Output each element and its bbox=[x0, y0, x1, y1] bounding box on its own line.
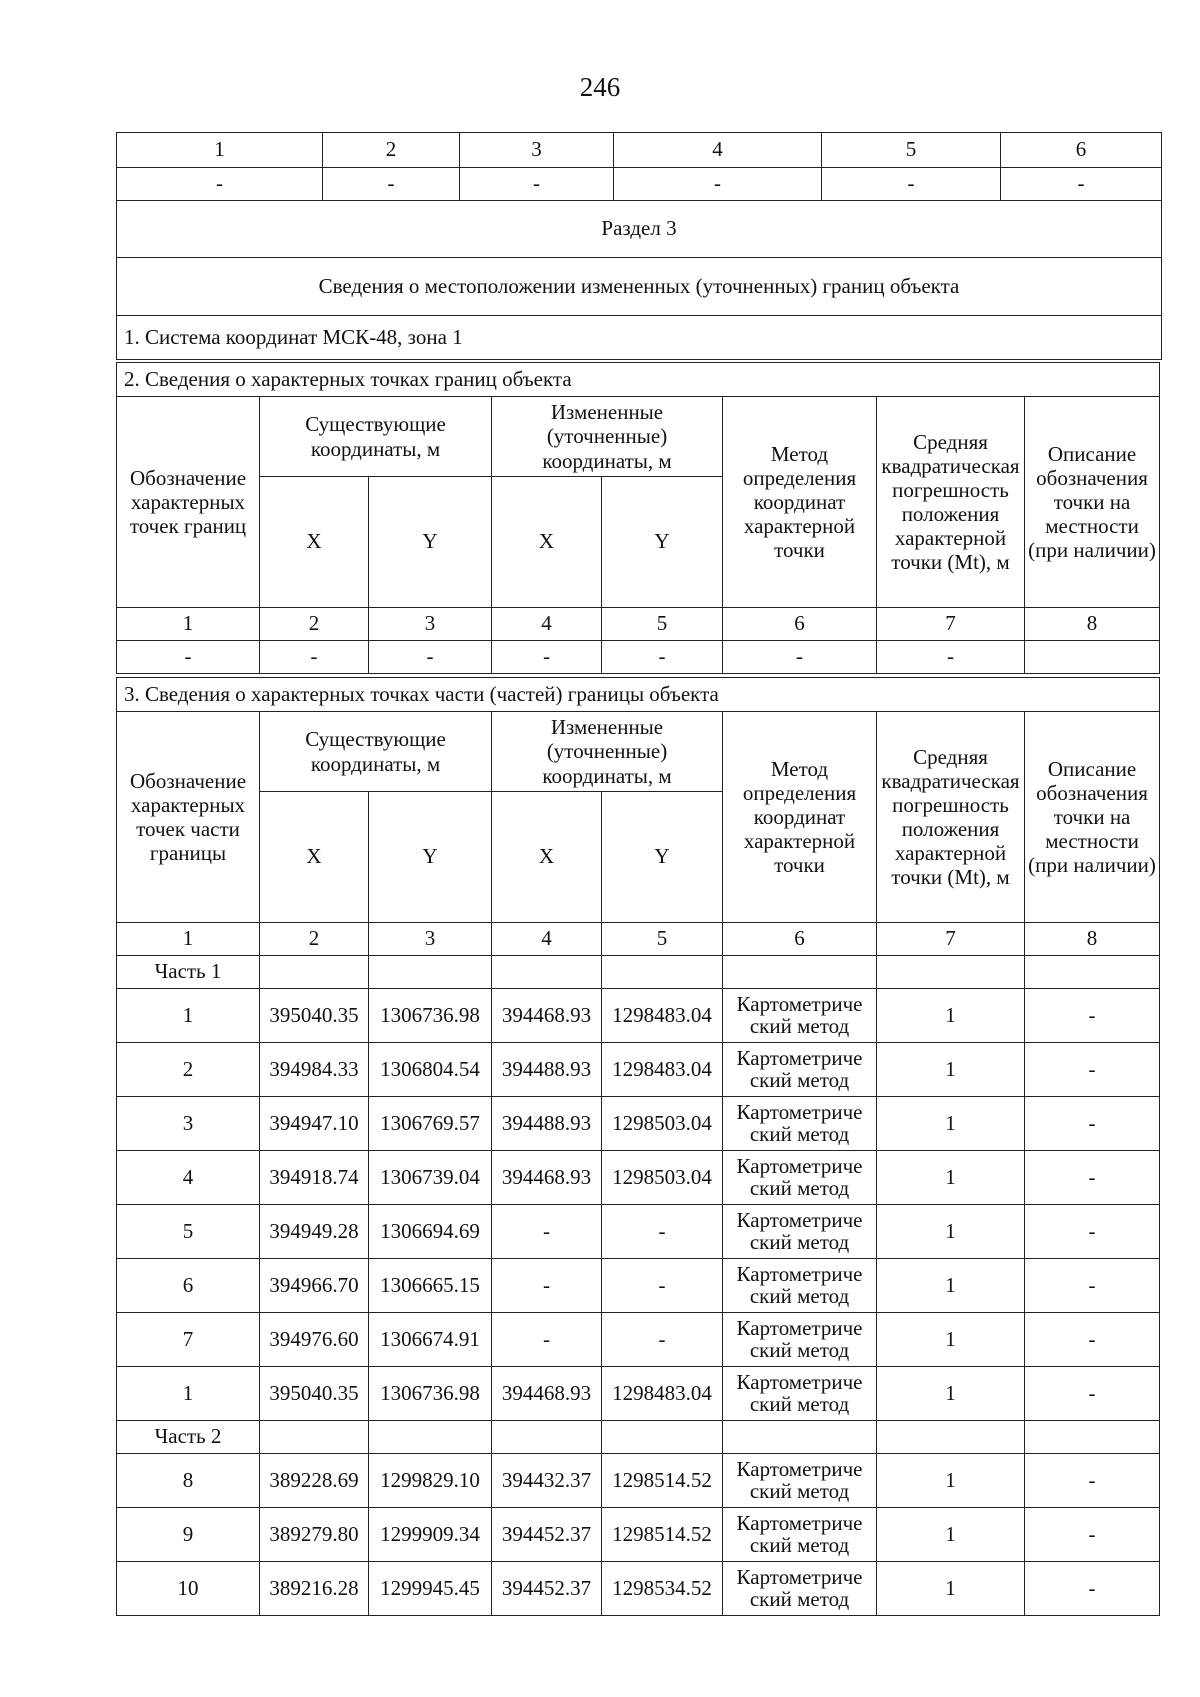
col-number: 7 bbox=[877, 923, 1025, 956]
error-mt: 1 bbox=[877, 1043, 1025, 1097]
dash-row bbox=[117, 641, 1160, 674]
method: Картометриче ский метод bbox=[723, 1313, 877, 1367]
header-x-existing: X bbox=[260, 477, 369, 608]
point-number: 1 bbox=[117, 1367, 260, 1421]
col-number: 1 bbox=[117, 608, 260, 641]
y-existing: 1299909.34 bbox=[369, 1508, 492, 1562]
description: - bbox=[1025, 1367, 1160, 1421]
error-mt: 1 bbox=[877, 1259, 1025, 1313]
part1-label: Часть 1 bbox=[117, 956, 260, 989]
col-number: 2 bbox=[260, 608, 369, 641]
table-row bbox=[117, 1562, 1160, 1616]
y-changed: 1298503.04 bbox=[602, 1097, 723, 1151]
y-existing: 1306736.98 bbox=[369, 989, 492, 1043]
description: - bbox=[1025, 1259, 1160, 1313]
x-changed: 394468.93 bbox=[492, 1151, 602, 1205]
y-changed: 1298483.04 bbox=[602, 1043, 723, 1097]
col-number: 6 bbox=[1001, 133, 1162, 168]
point-number: 9 bbox=[117, 1508, 260, 1562]
error-mt: 1 bbox=[877, 1367, 1025, 1421]
part2-body bbox=[117, 1421, 1160, 1616]
method: Картометриче ский метод bbox=[723, 1259, 877, 1313]
x-existing: 389216.28 bbox=[260, 1562, 369, 1616]
table-row bbox=[117, 1259, 1160, 1313]
header-designation: Обозначение характерных точек части границы bbox=[117, 712, 260, 923]
section3-table bbox=[116, 677, 1160, 1616]
table-row bbox=[117, 1508, 1160, 1562]
x-existing: 394918.74 bbox=[260, 1151, 369, 1205]
error-mt: 1 bbox=[877, 1205, 1025, 1259]
header-designation: Обозначение характерных точек границ bbox=[117, 397, 260, 608]
dash-cell: - bbox=[460, 168, 614, 201]
method: Картометриче ский метод bbox=[723, 1151, 877, 1205]
col-number: 6 bbox=[723, 923, 877, 956]
method: Картометриче ский метод bbox=[723, 1205, 877, 1259]
method: Картометриче ский метод bbox=[723, 1097, 877, 1151]
y-changed: 1298514.52 bbox=[602, 1454, 723, 1508]
x-changed: 394452.37 bbox=[492, 1562, 602, 1616]
col-number: 2 bbox=[260, 923, 369, 956]
col-number: 8 bbox=[1025, 608, 1160, 641]
section-subtitle: Сведения о местоположении измененных (уточненных) границ объекта bbox=[117, 258, 1162, 316]
x-existing: 389228.69 bbox=[260, 1454, 369, 1508]
y-changed: - bbox=[602, 1205, 723, 1259]
header-description: Описание обозначения точки на местности (при наличии) bbox=[1025, 712, 1160, 923]
dash-cell: - bbox=[614, 168, 822, 201]
header-x-changed: X bbox=[492, 792, 602, 923]
col-number-row bbox=[117, 608, 1160, 641]
col-number: 3 bbox=[460, 133, 614, 168]
y-existing: 1306665.15 bbox=[369, 1259, 492, 1313]
description: - bbox=[1025, 1043, 1160, 1097]
x-changed: 394488.93 bbox=[492, 1043, 602, 1097]
x-existing: 394984.33 bbox=[260, 1043, 369, 1097]
coord-system: 1. Система координат МСК-48, зона 1 bbox=[117, 316, 1162, 360]
col-number: 5 bbox=[602, 608, 723, 641]
description: - bbox=[1025, 1097, 1160, 1151]
description: - bbox=[1025, 1151, 1160, 1205]
section-title: Раздел 3 bbox=[117, 201, 1162, 258]
dash-cell: - bbox=[822, 168, 1001, 201]
y-changed: 1298483.04 bbox=[602, 1367, 723, 1421]
error-mt: 1 bbox=[877, 1151, 1025, 1205]
dash-cell: - bbox=[723, 641, 877, 674]
x-changed: 394452.37 bbox=[492, 1508, 602, 1562]
y-changed: - bbox=[602, 1259, 723, 1313]
point-number: 2 bbox=[117, 1043, 260, 1097]
table-row bbox=[117, 1205, 1160, 1259]
table-row bbox=[117, 1151, 1160, 1205]
method: Картометриче ский метод bbox=[723, 1043, 877, 1097]
x-changed: 394488.93 bbox=[492, 1097, 602, 1151]
dash-cell: - bbox=[369, 641, 492, 674]
x-changed: 394468.93 bbox=[492, 1367, 602, 1421]
header-y-existing: Y bbox=[369, 792, 492, 923]
header-error: Средняя квадратическая погрешность положения характерной точки (Mt), м bbox=[877, 712, 1025, 923]
x-changed: - bbox=[492, 1205, 602, 1259]
table-row bbox=[117, 1454, 1160, 1508]
part-label-row bbox=[117, 956, 1160, 989]
description: - bbox=[1025, 1562, 1160, 1616]
y-existing: 1299945.45 bbox=[369, 1562, 492, 1616]
y-existing: 1306804.54 bbox=[369, 1043, 492, 1097]
col-number-row bbox=[117, 133, 1162, 168]
description: - bbox=[1025, 1205, 1160, 1259]
x-existing: 395040.35 bbox=[260, 989, 369, 1043]
y-existing: 1306736.98 bbox=[369, 1367, 492, 1421]
x-changed: 394432.37 bbox=[492, 1454, 602, 1508]
col-number: 5 bbox=[822, 133, 1001, 168]
dash-cell: - bbox=[602, 641, 723, 674]
header-existing: Существующие координаты, м bbox=[260, 712, 492, 792]
x-changed: - bbox=[492, 1313, 602, 1367]
table-row bbox=[117, 1367, 1160, 1421]
header-y-existing: Y bbox=[369, 477, 492, 608]
method: Картометриче ский метод bbox=[723, 1508, 877, 1562]
col-number: 4 bbox=[492, 923, 602, 956]
col-number: 3 bbox=[369, 923, 492, 956]
method: Картометриче ский метод bbox=[723, 989, 877, 1043]
col-number-row bbox=[117, 923, 1160, 956]
header-x-existing: X bbox=[260, 792, 369, 923]
part-label-row bbox=[117, 1421, 1160, 1454]
col-number: 2 bbox=[323, 133, 460, 168]
top-table bbox=[116, 132, 1162, 360]
method: Картометриче ский метод bbox=[723, 1562, 877, 1616]
description: - bbox=[1025, 1508, 1160, 1562]
dash-row bbox=[117, 168, 1162, 201]
point-number: 7 bbox=[117, 1313, 260, 1367]
error-mt: 1 bbox=[877, 989, 1025, 1043]
header-changed: Измененные (уточненные) координаты, м bbox=[492, 397, 723, 477]
description: - bbox=[1025, 989, 1160, 1043]
point-number: 5 bbox=[117, 1205, 260, 1259]
table-row bbox=[117, 1043, 1160, 1097]
col-number: 4 bbox=[492, 608, 602, 641]
section2-title: 2. Сведения о характерных точках границ объекта bbox=[117, 363, 1160, 397]
col-number: 5 bbox=[602, 923, 723, 956]
col-number: 4 bbox=[614, 133, 822, 168]
description: - bbox=[1025, 1313, 1160, 1367]
error-mt: 1 bbox=[877, 1097, 1025, 1151]
dash-cell: - bbox=[877, 641, 1025, 674]
col-number: 7 bbox=[877, 608, 1025, 641]
col-number: 6 bbox=[723, 608, 877, 641]
x-changed: 394468.93 bbox=[492, 989, 602, 1043]
point-number: 3 bbox=[117, 1097, 260, 1151]
dash-cell: - bbox=[117, 168, 323, 201]
y-existing: 1306769.57 bbox=[369, 1097, 492, 1151]
header-existing: Существующие координаты, м bbox=[260, 397, 492, 477]
section3-title: 3. Сведения о характерных точках части (частей) границы объекта bbox=[117, 678, 1160, 712]
header-x-changed: X bbox=[492, 477, 602, 608]
dash-cell: - bbox=[1001, 168, 1162, 201]
method: Картометриче ский метод bbox=[723, 1367, 877, 1421]
dash-cell: - bbox=[117, 641, 260, 674]
col-number: 8 bbox=[1025, 923, 1160, 956]
y-existing: 1306739.04 bbox=[369, 1151, 492, 1205]
point-number: 6 bbox=[117, 1259, 260, 1313]
table-row bbox=[117, 1313, 1160, 1367]
y-changed: 1298483.04 bbox=[602, 989, 723, 1043]
table-row bbox=[117, 989, 1160, 1043]
y-changed: 1298514.52 bbox=[602, 1508, 723, 1562]
y-changed: 1298503.04 bbox=[602, 1151, 723, 1205]
table-row bbox=[117, 1097, 1160, 1151]
page-number: 246 bbox=[579, 72, 621, 102]
x-changed: - bbox=[492, 1259, 602, 1313]
header-y-changed: Y bbox=[602, 792, 723, 923]
x-existing: 394947.10 bbox=[260, 1097, 369, 1151]
header-description: Описание обозначения точки на местности (при наличии) bbox=[1025, 397, 1160, 608]
y-existing: 1306694.69 bbox=[369, 1205, 492, 1259]
part1-body bbox=[117, 956, 1160, 1421]
error-mt: 1 bbox=[877, 1454, 1025, 1508]
x-existing: 389279.80 bbox=[260, 1508, 369, 1562]
y-existing: 1299829.10 bbox=[369, 1454, 492, 1508]
col-number: 1 bbox=[117, 133, 323, 168]
error-mt: 1 bbox=[877, 1313, 1025, 1367]
y-changed: 1298534.52 bbox=[602, 1562, 723, 1616]
dash-cell: - bbox=[492, 641, 602, 674]
header-method: Метод определения координат характерной точки bbox=[723, 712, 877, 923]
part2-label: Часть 2 bbox=[117, 1421, 260, 1454]
header-changed: Измененные (уточненные) координаты, м bbox=[492, 712, 723, 792]
y-existing: 1306674.91 bbox=[369, 1313, 492, 1367]
x-existing: 395040.35 bbox=[260, 1367, 369, 1421]
point-number: 1 bbox=[117, 989, 260, 1043]
error-mt: 1 bbox=[877, 1562, 1025, 1616]
point-number: 4 bbox=[117, 1151, 260, 1205]
dash-cell: - bbox=[260, 641, 369, 674]
col-number: 1 bbox=[117, 923, 260, 956]
header-y-changed: Y bbox=[602, 477, 723, 608]
error-mt: 1 bbox=[877, 1508, 1025, 1562]
method: Картометриче ский метод bbox=[723, 1454, 877, 1508]
section2-table-body bbox=[116, 362, 1160, 674]
header-error: Средняя квадратическая погрешность положения характерной точки (Mt), м bbox=[877, 397, 1025, 608]
y-changed: - bbox=[602, 1313, 723, 1367]
point-number: 10 bbox=[117, 1562, 260, 1616]
dash-cell bbox=[1025, 641, 1160, 674]
x-existing: 394966.70 bbox=[260, 1259, 369, 1313]
point-number: 8 bbox=[117, 1454, 260, 1508]
col-number: 3 bbox=[369, 608, 492, 641]
x-existing: 394949.28 bbox=[260, 1205, 369, 1259]
description: - bbox=[1025, 1454, 1160, 1508]
dash-cell: - bbox=[323, 168, 460, 201]
header-method: Метод определения координат характерной точки bbox=[723, 397, 877, 608]
x-existing: 394976.60 bbox=[260, 1313, 369, 1367]
